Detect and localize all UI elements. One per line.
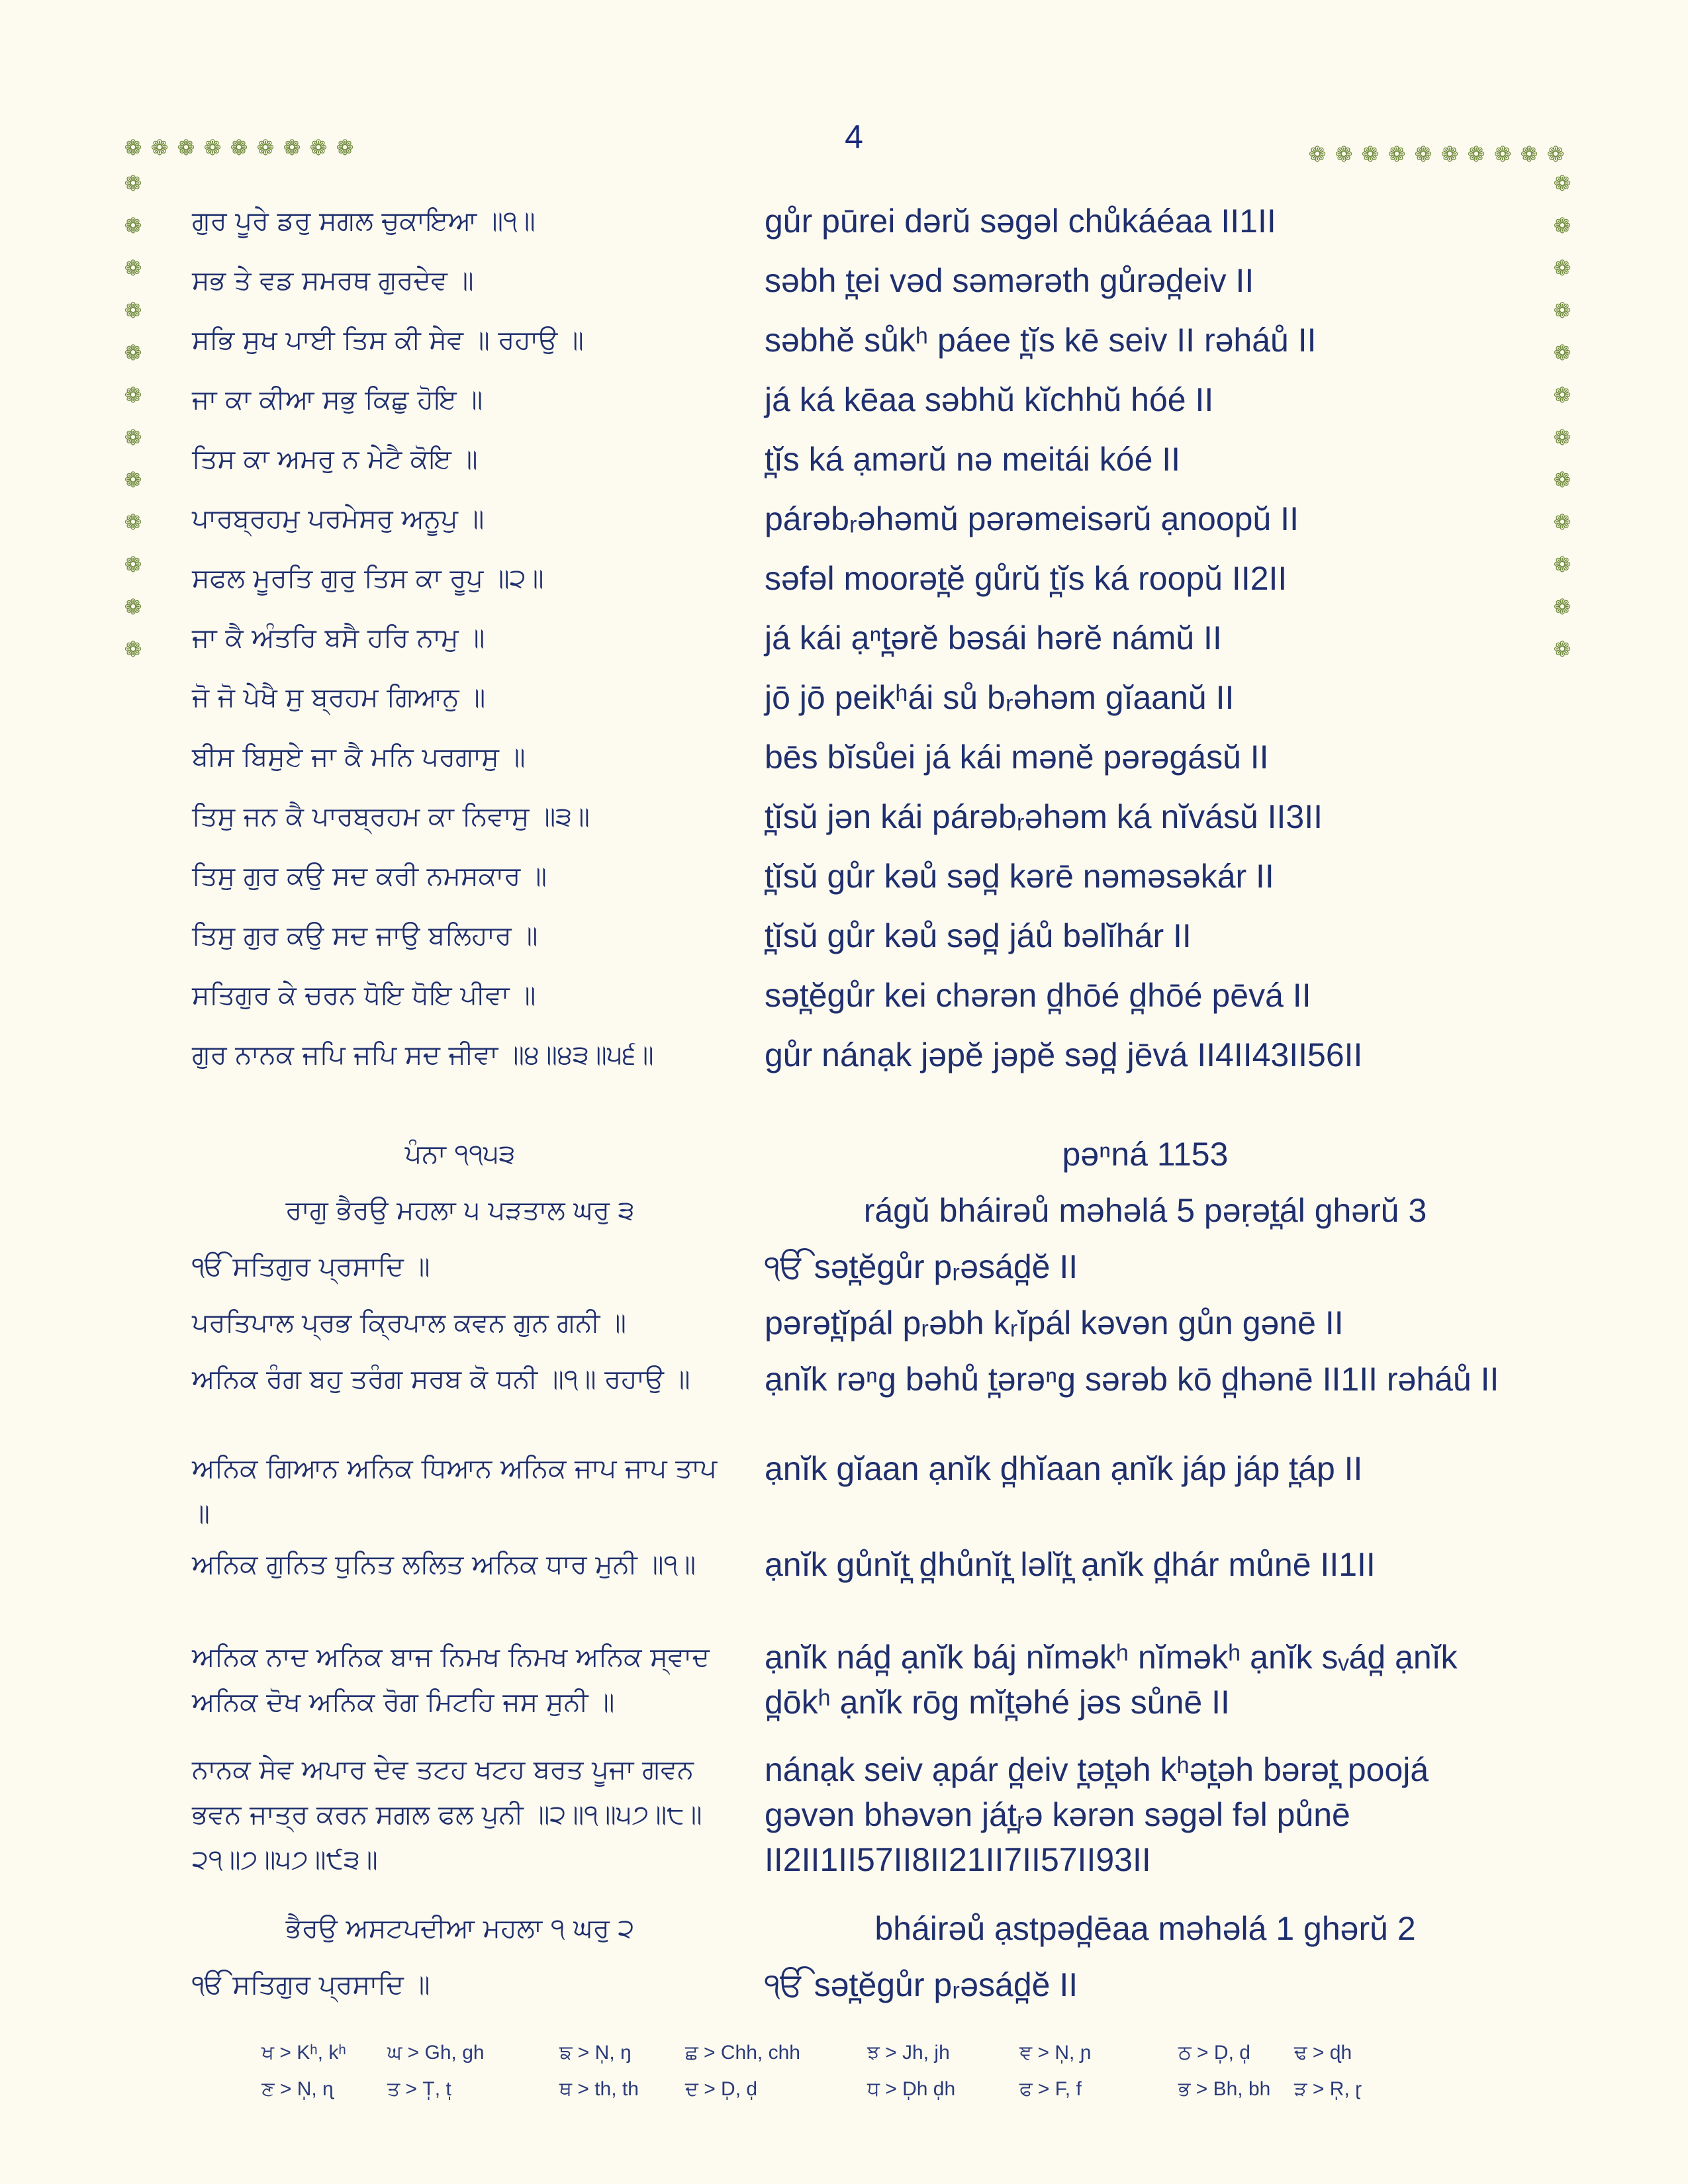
legend-entry: ਙ > N̩, ŋ <box>559 2042 632 2064</box>
heading-ashtpadi-translit: bháirəů ạstpəd̪ēaa məhəlá 1 ghərŭ 2 <box>874 1910 1416 1947</box>
verse-gurmukhi: ਪਾਰਬ੍ਰਹਮੁ ਪਰਮੇਸਰੁ ਅਨੂਪੁ ॥ <box>192 504 485 534</box>
verse-line <box>0 1747 1688 1893</box>
legend-entry: ਠ > D̩, d̩ <box>1178 2042 1250 2064</box>
flower-ornament: ❁ <box>1387 142 1406 167</box>
verse-gurmukhi: ਤਿਸ ਕਾ ਅਮਰੁ ਨ ਮੇਟੈ ਕੋਇ ॥ <box>192 444 478 475</box>
verse-gurmukhi: ਅਨਿਕ ਗਿਆਨ ਅਨਿਕ ਧਿਆਨ ਅਨਿਕ ਜਾਪ ਜਾਪ ਤਾਪ ॥ <box>192 1453 718 1529</box>
verse-line <box>0 794 1688 834</box>
flower-ornament: ❁ <box>1553 171 1571 196</box>
verse-line <box>0 255 1688 299</box>
verse-translit: ạnĭk gůnĭt̪ d̪hůnĭt̪ ləlĭt̪ ạnĭk d̪hár můnē II1II <box>765 1546 1376 1583</box>
flower-ornament: ❁ <box>1553 255 1571 281</box>
flower-ornament: ❁ <box>230 135 248 160</box>
flower-ornament: ❁ <box>150 135 169 160</box>
invocation-1-gurmukhi: ੴ ਸਤਿਗੁਰ ਪ੍ਰਸਾਦਿ ॥ <box>192 1251 430 1282</box>
verse-gurmukhi: ਜਾ ਕੈ ਅੰਤਰਿ ਬਸੈ ਹਰਿ ਨਾਮੁ ॥ <box>192 623 485 653</box>
flower-ornament: ❁ <box>1553 298 1571 323</box>
flower-ornament: ❁ <box>1553 425 1571 450</box>
flower-ornament: ❁ <box>124 255 142 281</box>
flower-ornament: ❁ <box>1467 142 1485 167</box>
legend-entry: ਦ > D̩, d̩ <box>685 2078 758 2100</box>
flower-ornament: ❁ <box>1520 142 1538 167</box>
legend-entry: ਫ > F, f <box>1019 2078 1082 2100</box>
verse-translit: gůr nánạk jəpĕ jəpĕ səd̪ jēvá II4II43II56II <box>765 1036 1363 1073</box>
heading-raag-translit: rágŭ bháirəů məhəlá 5 pəṛət̪ál ghərŭ 3 <box>863 1192 1427 1229</box>
verse-gurmukhi: ਅਨਿਕ ਨਾਦ ਅਨਿਕ ਬਾਜ ਨਿਮਖ ਨਿਮਖ ਅਨਿਕ ਸ੍ਵਾਦ ਅਨਿਕ ਦੋਖ ਅਨਿਕ ਰੋਗ ਮਿਟਹਿ ਜਸ ਸੁਨੀ ॥ <box>192 1642 710 1717</box>
verse-gurmukhi: ਸਭਿ ਸੁਖ ਪਾਈ ਤਿਸ ਕੀ ਸੇਵ ॥ ਰਹਾਉ ॥ <box>192 325 584 355</box>
verse-line <box>0 377 1688 417</box>
verse-line <box>0 675 1688 715</box>
legend-entry: ਥ > th, th <box>559 2078 639 2100</box>
verse-translit: t̪ĭsŭ gůr kəů səd̪ jáů bəlĭhár II <box>765 917 1192 954</box>
verse-translit: t̪ĭs ká ạmərŭ nə meitái kóé II <box>765 441 1181 478</box>
verse-line <box>0 735 1688 774</box>
legend-entry: ਣ > N̩, ɳ <box>261 2078 334 2100</box>
verse-gurmukhi: ਅਨਿਕ ਰੰਗ ਬਹੁ ਤਰੰਗ ਸਰਬ ਕੋ ਧਨੀ ॥੧॥ ਰਹਾਉ ॥ <box>192 1364 690 1394</box>
flower-ornament: ❁ <box>1553 552 1571 577</box>
flower-ornament: ❁ <box>203 135 222 160</box>
flower-ornament: ❁ <box>124 213 142 238</box>
verse-gurmukhi: ਜੋ ਜੋ ਪੇਖੈ ਸੁ ਬ੍ਰਹਮ ਗਿਆਨੁ ॥ <box>192 682 486 713</box>
legend-entry: ਖ > Kʰ, kʰ <box>261 2042 346 2064</box>
flower-ornament: ❁ <box>1335 142 1353 167</box>
verse-translit: pərət̪ĭpál pᵣəbh kᵣĭpál kəvən gůn gənē II <box>765 1304 1344 1342</box>
legend-entry: ਤ > T̩, t̩ <box>387 2078 451 2100</box>
verse-gurmukhi: ਨਾਨਕ ਸੇਵ ਅਪਾਰ ਦੇਵ ਤਟਹ ਖਟਹ ਬਰਤ ਪੂਜਾ ਗਵਨ ਭਵਨ ਜਾਤ੍ਰ ਕਰਨ ਸਗਲ ਫਲ ਪੁਨੀ ॥੨॥੧॥੫੭॥੮॥੨੧॥੭॥੫੭॥੯੩॥ <box>192 1754 702 1875</box>
flower-ornament: ❁ <box>1361 142 1380 167</box>
flower-ornament: ❁ <box>1553 594 1571 619</box>
legend-entry: ਢ > ɖh <box>1294 2042 1352 2064</box>
verse-translit: t̪ĭsŭ jən kái párəbᵣəhəm ká nĭvásŭ II3II <box>765 798 1323 835</box>
flower-ornament: ❁ <box>1553 510 1571 535</box>
heading-ashtpadi-gurmukhi: ਭੈਰਉ ਅਸਟਪਦੀਆ ਮਹਲਾ ੧ ਘਰੁ ੨ <box>285 1913 635 1944</box>
heading-raag-gurmukhi: ਰਾਗੁ ਭੈਰਉ ਮਹਲਾ ੫ ਪੜਤਾਲ ਘਰੁ ੩ <box>285 1195 635 1226</box>
verse-translit: səfəl moorət̪ĕ gůrŭ t̪ĭs ká roopŭ II2II <box>765 560 1288 597</box>
flower-ornament: ❁ <box>256 135 275 160</box>
verse-line <box>0 496 1688 536</box>
verse-gurmukhi: ਸਤਿਗੁਰ ਕੇ ਚਰਨ ਧੋਇ ਧੋਇ ਪੀਵਾ ॥ <box>192 980 536 1011</box>
verse-line <box>0 437 1688 477</box>
verse-gurmukhi: ਤਿਸੁ ਗੁਰ ਕਉ ਸਦ ਜਾਉ ਬਲਿਹਾਰ ॥ <box>192 921 538 951</box>
verse-line <box>0 973 1688 1013</box>
flower-ornament: ❁ <box>124 510 142 535</box>
flower-ornament: ❁ <box>1553 213 1571 238</box>
flower-ornament: ❁ <box>1553 383 1571 408</box>
legend-entry: ਧ > D̩h d̩h <box>867 2078 956 2100</box>
verse-gurmukhi: ਅਨਿਕ ਗੁਨਿਤ ਧੁਨਿਤ ਲਲਿਤ ਅਨਿਕ ਧਾਰ ਮੁਨੀ ॥੧॥ <box>192 1549 696 1580</box>
invocation-1-translit: ੴ sət̪ĕgůr pᵣəsád̪ĕ II <box>765 1248 1078 1285</box>
flower-ornament: ❁ <box>1546 142 1565 167</box>
page-reference-translit: pəⁿná 1153 <box>1062 1136 1229 1173</box>
flower-ornament: ❁ <box>124 552 142 577</box>
flower-ornament: ❁ <box>124 340 142 365</box>
verse-gurmukhi: ਗੁਰ ਪੂਰੇ ਡਰੁ ਸਗਲ ਚੁਕਾਇਆ ॥੧॥ <box>192 206 536 236</box>
verse-gurmukhi: ਸਭ ਤੇ ਵਡ ਸਮਰਥ ਗੁਰਦੇਵ ॥ <box>192 265 474 296</box>
verse-gurmukhi: ਜਾ ਕਾ ਕੀਆ ਸਭੁ ਕਿਛੁ ਹੋਇ ॥ <box>192 385 483 415</box>
verse-translit: ạnĭk gĭaan ạnĭk d̪hĭaan ạnĭk jáp jáp t̪áp II <box>765 1450 1363 1487</box>
verse-gurmukhi: ਬੀਸ ਬਿਸੁਏ ਜਾ ਕੈ ਮਨਿ ਪਰਗਾਸੁ ॥ <box>192 742 526 772</box>
verse-line <box>0 1542 1688 1635</box>
legend-entry: ਘ > Gh, gh <box>387 2042 485 2064</box>
verse-line <box>0 1300 1688 1347</box>
flower-ornament: ❁ <box>1493 142 1512 167</box>
flower-ornament: ❁ <box>1553 467 1571 492</box>
legend-entry: ੜ > R̩, ɽ <box>1294 2078 1362 2100</box>
page-number: 4 <box>845 118 863 156</box>
flower-ornament: ❁ <box>124 383 142 408</box>
verse-line <box>0 318 1688 357</box>
page-reference-line <box>0 1132 1688 1171</box>
verse-gurmukhi: ਪਰਤਿਪਾਲ ਪ੍ਰਭ ਕ੍ਰਿਪਾਲ ਕਵਨ ਗੁਨ ਗਨੀ ॥ <box>192 1308 627 1338</box>
verse-translit: jō jō peikʰái sů bᵣəhəm gĭaanŭ II <box>765 679 1235 716</box>
verse-translit: ạnĭk nád̪ ạnĭk báj nĭməkʰ nĭməkʰ ạnĭk sᵥád̪ ạnĭk d̪ōkʰ ạnĭk rōg mĭt̪əhé jəs sůnē II <box>765 1639 1458 1721</box>
legend-entry: ਭ > Bh, bh <box>1178 2078 1271 2100</box>
flower-ornament: ❁ <box>124 171 142 196</box>
flower-ornament: ❁ <box>283 135 301 160</box>
legend-entry: ਞ > N̩, ɲ <box>1019 2042 1092 2064</box>
heading-ashtpadi <box>0 1906 1688 1946</box>
heading-raag <box>0 1188 1688 1228</box>
flower-ornament: ❁ <box>124 467 142 492</box>
verse-translit: sət̪ĕgůr kei chərən d̪hōé d̪hōé pēvá II <box>765 977 1311 1014</box>
verse-translit: səbhĕ sůkʰ páee t̪ĭs kē seiv II rəháů II <box>765 322 1317 359</box>
page-reference-gurmukhi: ਪੰਨਾ ੧੧੫੩ <box>404 1139 516 1169</box>
verse-translit: ạnĭk rəⁿg bəhů t̪ərəⁿg sərəb kō d̪hənē II1II rəháů II <box>765 1361 1499 1398</box>
flower-ornament: ❁ <box>124 135 142 160</box>
verse-gurmukhi: ਤਿਸੁ ਜਨ ਕੈ ਪਾਰਬ੍ਰਹਮ ਕਾ ਨਿਵਾਸੁ ॥੩॥ <box>192 801 590 832</box>
verse-translit: bēs bĭsůei já kái mənĕ pərəgásŭ II <box>765 739 1269 776</box>
flower-ornament: ❁ <box>309 135 328 160</box>
flower-ornament: ❁ <box>124 425 142 450</box>
verse-translit: səbh t̪ei vəd səmərəth gůrəd̪eiv II <box>765 262 1254 299</box>
flower-ornament: ❁ <box>336 135 354 160</box>
flower-ornament: ❁ <box>1440 142 1459 167</box>
verse-translit: t̪ĭsŭ gůr kəů səd̪ kərē nəməsəkár II <box>765 858 1274 895</box>
flower-ornament: ❁ <box>124 594 142 619</box>
verse-gurmukhi: ਸਫਲ ਮੂਰਤਿ ਗੁਰੁ ਤਿਸ ਕਾ ਰੂਪੁ ॥੨॥ <box>192 563 544 594</box>
verse-translit: párəbᵣəhəmŭ pərəmeisərŭ ạnoopŭ II <box>765 500 1299 537</box>
verse-line <box>0 1635 1688 1734</box>
flower-ornament: ❁ <box>1308 142 1327 167</box>
verse-line <box>0 1357 1688 1446</box>
verse-line <box>0 1446 1688 1539</box>
verse-line <box>0 913 1688 953</box>
verse-line <box>0 615 1688 655</box>
legend-entry: ਝ > Jh, jh <box>867 2042 950 2064</box>
invocation-1 <box>0 1244 1688 1284</box>
flower-ornament: ❁ <box>124 637 142 662</box>
verse-translit: já kái ạⁿt̪ərĕ bəsái hərĕ námŭ II <box>765 619 1222 657</box>
legend-entry: ਛ > Chh, chh <box>685 2042 800 2064</box>
flower-ornament: ❁ <box>177 135 195 160</box>
invocation-2-gurmukhi: ੴ ਸਤਿਗੁਰ ਪ੍ਰਸਾਦਿ ॥ <box>192 1970 430 2000</box>
verse-gurmukhi: ਗੁਰ ਨਾਨਕ ਜਪਿ ਜਪਿ ਸਦ ਜੀਵਾ ॥੪॥੪੩॥੫੬॥ <box>192 1040 654 1070</box>
flower-ornament: ❁ <box>1553 637 1571 662</box>
verse-line <box>0 1032 1688 1072</box>
verse-translit: gůr pūrei dərŭ səgəl chůkáéaa II1II <box>765 203 1276 240</box>
flower-ornament: ❁ <box>124 298 142 323</box>
verse-translit: nánạk seiv ạpár d̪eiv t̪ət̪əh kʰət̪əh bərət̪ poojá gəvən bhəvən ját̪ᵣə kərən səgəl fəl půnē II2II1II57II8II21II7II57II93II <box>765 1751 1429 1878</box>
flower-ornament: ❁ <box>1414 142 1432 167</box>
verse-line <box>0 552 1688 597</box>
verse-line <box>0 199 1688 238</box>
invocation-2-translit: ੴ sət̪ĕgůr pᵣəsád̪ĕ II <box>765 1966 1078 2003</box>
flower-ornament: ❁ <box>1553 340 1571 365</box>
verse-translit: já ká kēaa səbhŭ kĭchhŭ hóé II <box>765 381 1214 418</box>
verse-line <box>0 854 1688 893</box>
verse-gurmukhi: ਤਿਸੁ ਗੁਰ ਕਉ ਸਦ ਕਰੀ ਨਮਸਕਾਰ ॥ <box>192 861 547 891</box>
invocation-2 <box>0 1962 1688 2002</box>
